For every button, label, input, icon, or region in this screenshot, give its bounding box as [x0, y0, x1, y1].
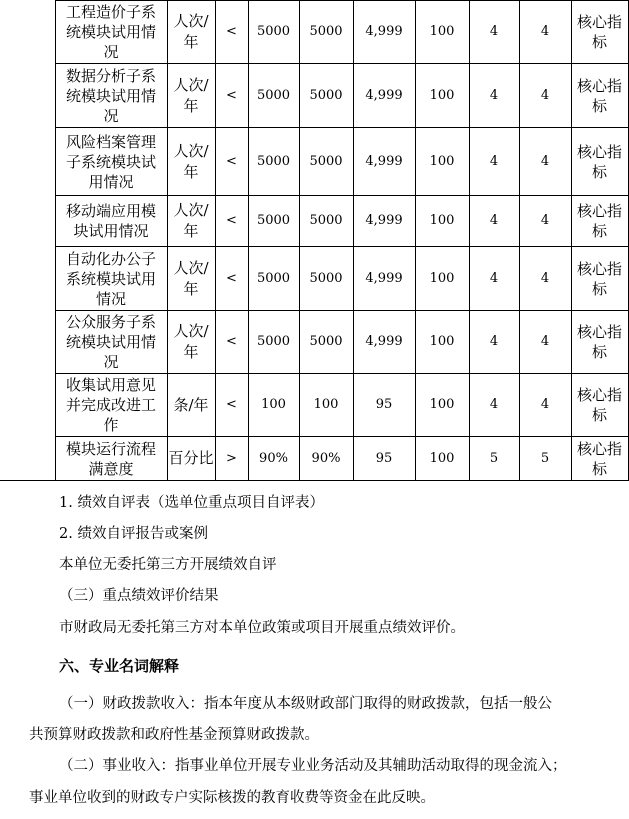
comparison-operator: < [215, 128, 248, 196]
table-row [0, 64, 628, 128]
target-value: 5000 [248, 128, 299, 196]
score-value: 4 [469, 311, 519, 374]
note-self-evaluation-report: 2. 绩效自评报告或案例 [59, 526, 208, 542]
indicator-type: 核心指标 [571, 247, 628, 311]
weight-value: 100 [415, 374, 469, 437]
indicator-name: 收集试用意见并完成改进工作 [55, 374, 167, 437]
term-business-income-line2: 事业单位收到的财政专户实际核拨的教育收费等资金在此反映。 [29, 790, 435, 806]
table-row [0, 311, 628, 374]
plan-value: 5000 [299, 64, 353, 128]
indicator-type: 核心指标 [571, 311, 628, 374]
term-fiscal-appropriation-line2: 共预算财政拨款和政府性基金预算财政拨款。 [29, 727, 319, 743]
score-value: 4 [469, 1, 519, 64]
self-score-value: 4 [519, 311, 571, 374]
target-value: 100 [248, 374, 299, 437]
weight-value: 100 [415, 437, 469, 481]
self-score-value: 4 [519, 64, 571, 128]
self-score-value: 4 [519, 196, 571, 247]
score-value: 4 [469, 64, 519, 128]
indicator-unit: 人次/年 [167, 311, 215, 374]
target-value: 5000 [248, 311, 299, 374]
actual-value: 95 [353, 437, 415, 481]
score-value: 5 [469, 437, 519, 481]
plan-value: 100 [299, 374, 353, 437]
note-no-third-party: 本单位无委托第三方开展绩效自评 [59, 557, 277, 573]
indicator-name: 模块运行流程满意度 [55, 437, 167, 481]
target-value: 5000 [248, 247, 299, 311]
self-score-value: 4 [519, 128, 571, 196]
score-value: 4 [469, 128, 519, 196]
plan-value: 5000 [299, 311, 353, 374]
comparison-operator: < [215, 247, 248, 311]
actual-value: 4,999 [353, 247, 415, 311]
indicator-type: 核心指标 [571, 374, 628, 437]
note-key-evaluation: 市财政局无委托第三方对本单位政策或项目开展重点绩效评价。 [59, 620, 465, 636]
target-value: 90% [248, 437, 299, 481]
note-self-evaluation-form: 1. 绩效自评表（选单位重点项目自评表） [59, 495, 324, 511]
comparison-operator: < [215, 196, 248, 247]
weight-value: 100 [415, 128, 469, 196]
actual-value: 95 [353, 374, 415, 437]
indicator-name: 风险档案管理子系统模块试用情况 [55, 128, 167, 196]
term-business-income-line1: （二）事业收入：指事业单位开展专业业务活动及其辅助活动取得的现金流入； [59, 758, 567, 774]
weight-value: 100 [415, 64, 469, 128]
table-row [0, 1, 628, 64]
plan-value: 5000 [299, 1, 353, 64]
actual-value: 4,999 [353, 1, 415, 64]
self-score-value: 4 [519, 247, 571, 311]
indicator-name: 工程造价子系统模块试用情况 [55, 1, 167, 64]
actual-value: 4,999 [353, 128, 415, 196]
indicator-name: 数据分析子系统模块试用情况 [55, 64, 167, 128]
indicator-unit: 百分比 [167, 437, 215, 481]
indicator-type: 核心指标 [571, 437, 628, 481]
indicator-type: 核心指标 [571, 128, 628, 196]
score-value: 4 [469, 196, 519, 247]
weight-value: 100 [415, 311, 469, 374]
comparison-operator: < [215, 64, 248, 128]
weight-value: 100 [415, 196, 469, 247]
self-score-value: 4 [519, 1, 571, 64]
indicator-unit: 条/年 [167, 374, 215, 437]
actual-value: 4,999 [353, 64, 415, 128]
actual-value: 4,999 [353, 196, 415, 247]
table-row [0, 374, 628, 437]
target-value: 5000 [248, 64, 299, 128]
indicator-name: 移动端应用模块试用情况 [55, 196, 167, 247]
self-score-value: 4 [519, 374, 571, 437]
plan-value: 90% [299, 437, 353, 481]
plan-value: 5000 [299, 128, 353, 196]
table-row [0, 128, 628, 196]
indicator-unit: 人次/年 [167, 1, 215, 64]
table-row [0, 196, 628, 247]
self-score-value: 5 [519, 437, 571, 481]
indicator-name: 自动化办公子系统模块试用情况 [55, 247, 167, 311]
comparison-operator: < [215, 374, 248, 437]
comparison-operator: > [215, 437, 248, 481]
indicator-type: 核心指标 [571, 196, 628, 247]
weight-value: 100 [415, 247, 469, 311]
weight-value: 100 [415, 1, 469, 64]
score-value: 4 [469, 247, 519, 311]
section-terminology-heading: 六、专业名词解释 [59, 657, 180, 675]
plan-value: 5000 [299, 247, 353, 311]
indicator-type: 核心指标 [571, 1, 628, 64]
target-value: 5000 [248, 196, 299, 247]
table-row [0, 247, 628, 311]
indicator-unit: 人次/年 [167, 196, 215, 247]
term-fiscal-appropriation-line1: （一）财政拨款收入：指本年度从本级财政部门取得的财政拨款，包括一般公 [59, 696, 552, 712]
score-value: 4 [469, 374, 519, 437]
table-row [0, 437, 628, 481]
plan-value: 5000 [299, 196, 353, 247]
target-value: 5000 [248, 1, 299, 64]
indicator-unit: 人次/年 [167, 247, 215, 311]
section-key-evaluation-results: （三）重点绩效评价结果 [59, 588, 219, 604]
comparison-operator: < [215, 311, 248, 374]
indicator-unit: 人次/年 [167, 128, 215, 196]
comparison-operator: < [215, 1, 248, 64]
actual-value: 4,999 [353, 311, 415, 374]
indicator-unit: 人次/年 [167, 64, 215, 128]
indicator-type: 核心指标 [571, 64, 628, 128]
indicator-name: 公众服务子系统模块试用情况 [55, 311, 167, 374]
merged-category-cell [0, 1, 55, 481]
